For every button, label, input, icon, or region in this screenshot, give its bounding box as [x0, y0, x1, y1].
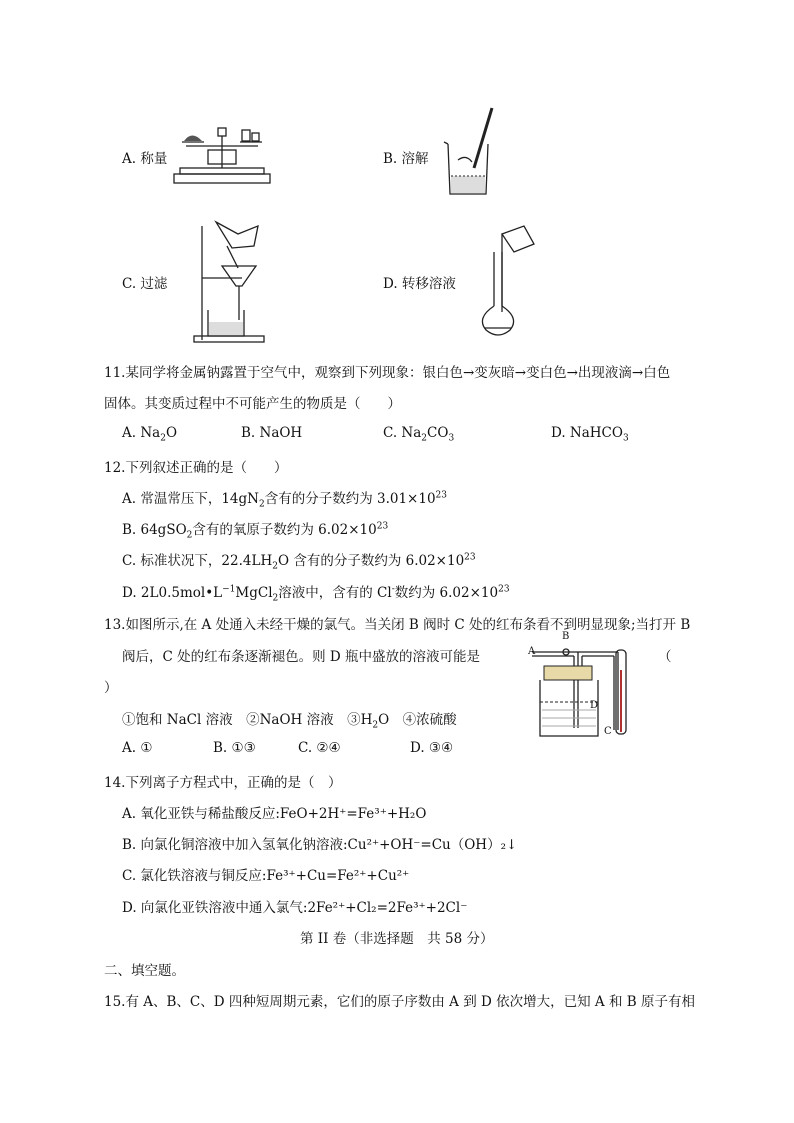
gas-bottle-figure: [520, 630, 640, 742]
q12-option-b: B. 64gSO$_2$含有的氧原子数约为 $6.02\times 10^{23}$: [122, 521, 389, 541]
q12-option-c: C. 标准状况下，$22.4LH_2O$ 含有的分子数约为 $6.02\times 10^{23}$: [122, 552, 476, 572]
option-d-transfer: D. 转移溶液: [383, 276, 456, 292]
q15-stem: 15.有 A、B、C、D 四种短周期元素，它们的原子序数由 A 到 D 依次增大，已知 A 和 B 原子有相: [104, 994, 695, 1010]
q13-option-d: D. ③④: [410, 740, 454, 756]
q13-stem-line1: 13.如图所示,在 A 处通入未经干燥的氯气。当关闭 B 阀时 C 处的红布条看不到明显现象;当打开 B: [104, 617, 691, 633]
q11-option-d: D. NaHCO$_3$: [551, 425, 629, 444]
q13-paren-open: （: [658, 649, 672, 665]
q14-option-b: B. 向氯化铜溶液中加入氢氧化钠溶液:Cu²⁺+OH⁻=Cu（OH）₂↓: [122, 837, 518, 853]
q14-option-a: A. 氧化亚铁与稀盐酸反应:FeO+2H⁺=Fe³⁺+H₂O: [122, 806, 427, 822]
section-heading: 二、填空题。: [104, 963, 185, 979]
q12-stem: 12.下列叙述正确的是（ ）: [104, 460, 288, 476]
q11-stem-line2: 固体。其变质过程中不可能产生的物质是（ ）: [104, 396, 401, 412]
q11-option-b: B. NaOH: [241, 425, 303, 441]
q11-option-a: A. $Na_2O$: [122, 425, 178, 444]
q11-stem-line1: 11.某同学将金属钠露置于空气中，观察到下列现象：银白色→变灰暗→变白色→出现液滴→白色: [104, 365, 671, 381]
q14-stem: 14.下列离子方程式中，正确的是（ ）: [104, 775, 342, 791]
q11-option-c: C. $Na_2CO_3$: [383, 425, 455, 444]
option-a-weighing: A. 称量: [122, 151, 168, 167]
option-b-dissolving: B. 溶解: [383, 151, 429, 167]
balance-figure: [172, 122, 272, 187]
q14-option-c: C. 氯化铁溶液与铜反应:Fe³⁺+Cu=Fe²⁺+Cu²⁺: [122, 868, 410, 884]
q13-option-a: A. ①: [122, 740, 153, 756]
section-title: 第 II 卷（非选择题 共 58 分）: [300, 931, 494, 947]
q12-option-d: D. $2L0.5mol•L^{-1}MgCl_2$溶液中，含有的 Cl-数约为 $6.02\times 10^{23}$: [122, 584, 510, 604]
q14-option-d: D. 向氯化亚铁溶液中通入氯气:2Fe²⁺+Cl₂=2Fe³⁺+2Cl⁻: [122, 900, 468, 916]
q13-paren-close: ）: [104, 680, 118, 696]
dissolve-figure: [444, 106, 494, 196]
fig-label-b: B: [562, 631, 570, 642]
q13-option-c: C. ②④: [298, 740, 341, 756]
q12-option-a: A. 常温常压下，$14gN_2$含有的分子数约为 $3.01\times 10^{23}$: [122, 490, 447, 510]
fig-label-d: D: [590, 700, 599, 711]
q13-choices: ①饱和 NaCl 溶液 ②NaOH 溶液 $③H_2O$ ④浓硫酸: [122, 712, 457, 731]
fig-label-c: C: [604, 726, 612, 737]
fig-label-a: A: [528, 646, 536, 657]
transfer-figure: [480, 222, 540, 342]
q13-option-b: B. ①③: [213, 740, 256, 756]
q13-stem-line2: 阀后，C 处的红布条逐渐褪色。则 D 瓶中盛放的溶液可能是: [122, 649, 481, 665]
option-c-filtration: C. 过滤: [122, 276, 168, 292]
filtration-figure: [192, 216, 272, 346]
